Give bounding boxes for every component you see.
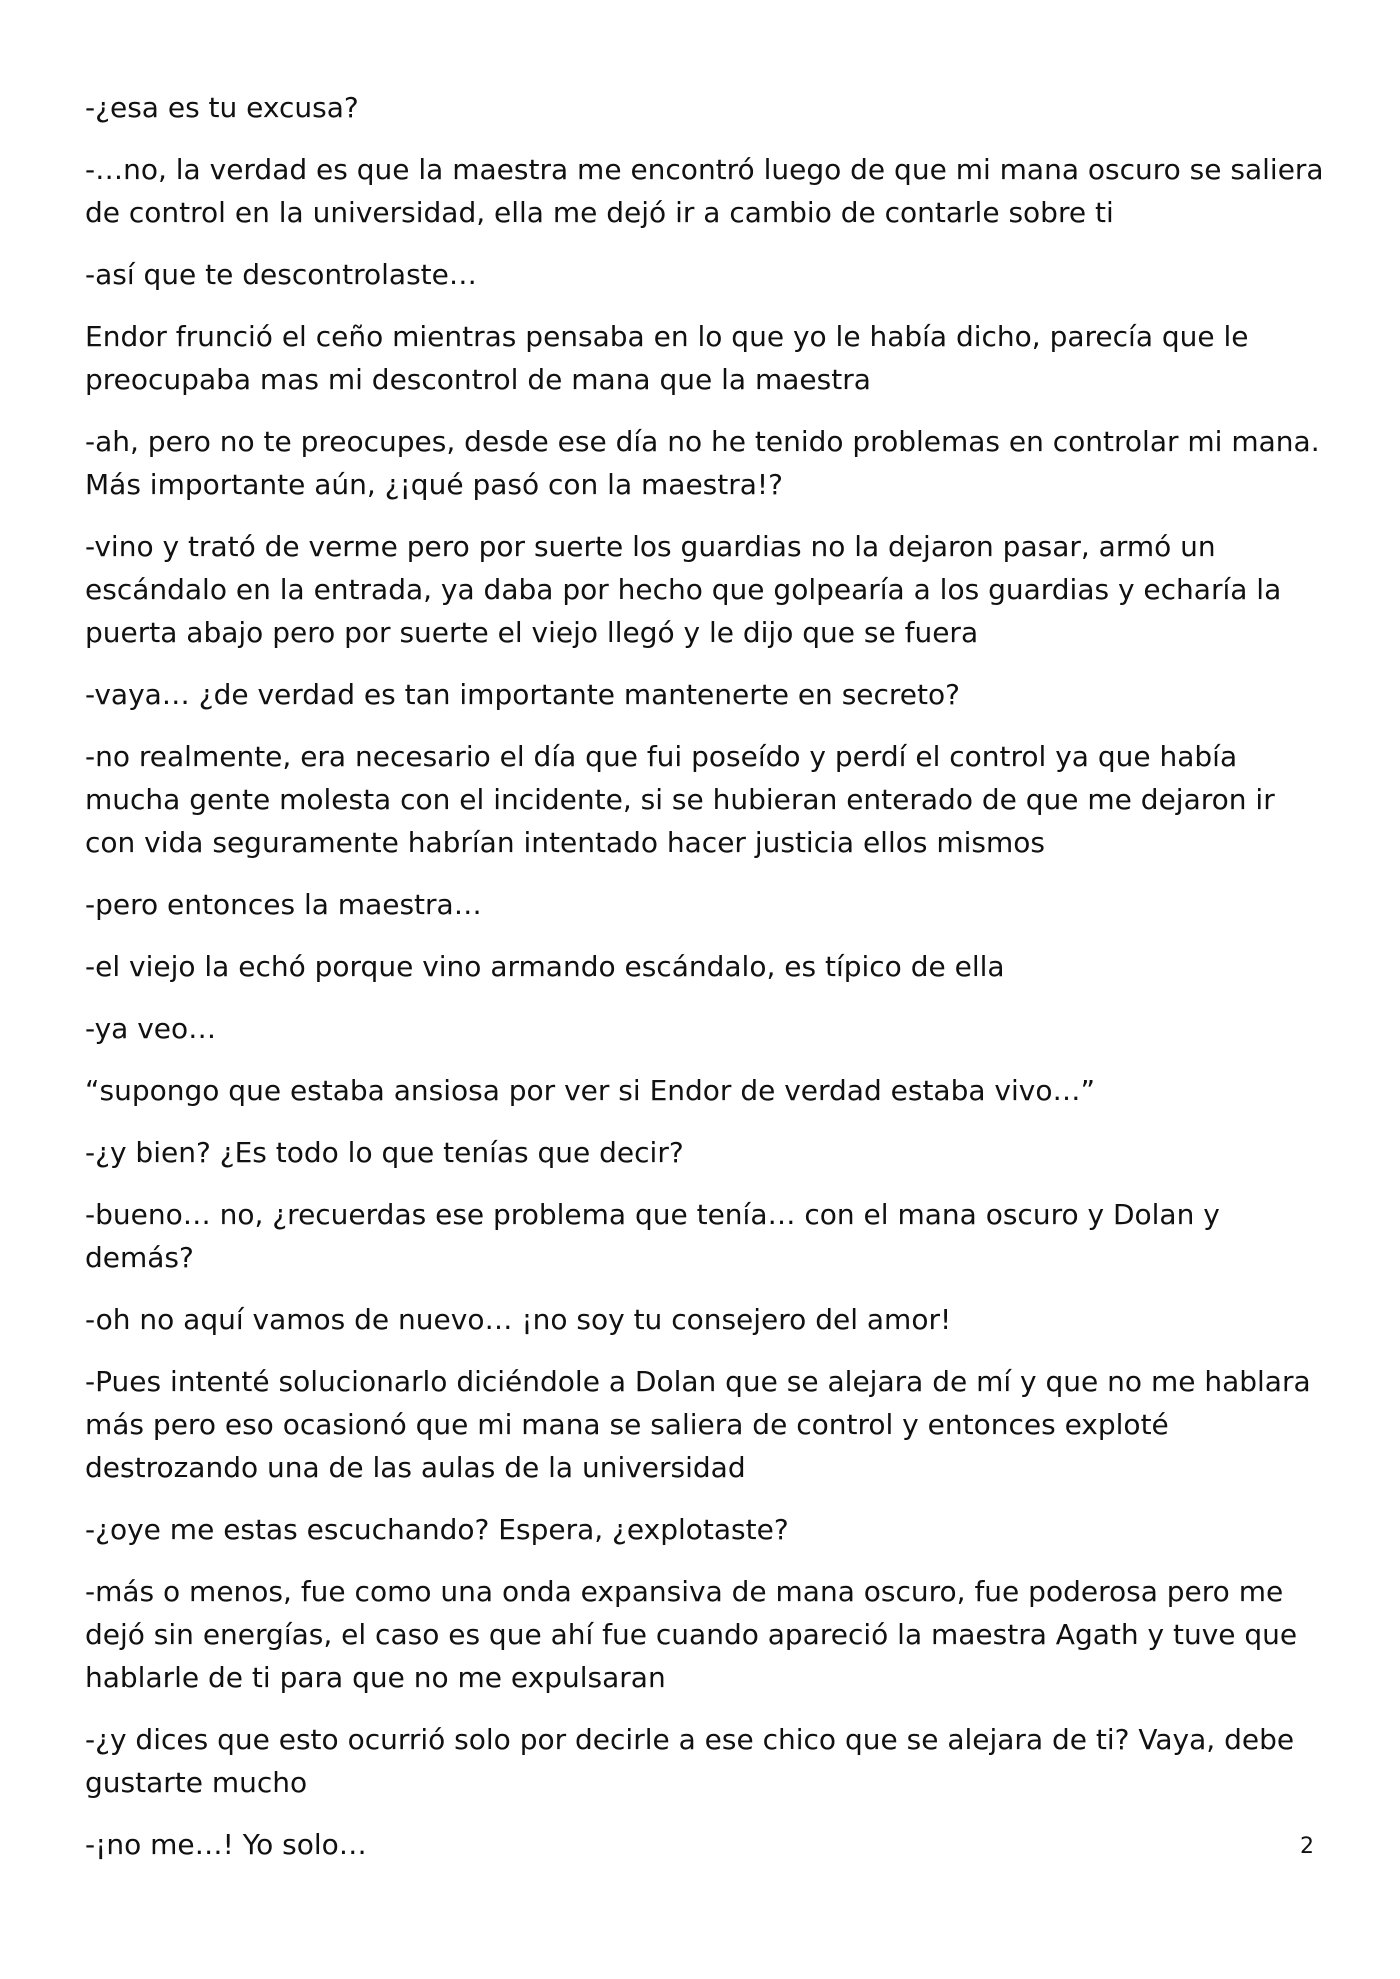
paragraph: -¿esa es tu excusa? (85, 91, 359, 124)
paragraph: -…no, la verdad es que la maestra me encontró luego de que mi mana oscuro se saliera de control en la universidad, ella me dejó ir a cambio de contarle sobre ti (85, 153, 1324, 229)
paragraph: -no realmente, era necesario el día que fui poseído y perdí el control ya que había mucha gente molesta con el incidente, si se hubieran enterado de que me dejaron ir con vida seguramente habrían intentado hacer justicia ellos mismos (85, 740, 1275, 859)
paragraph: -bueno… no, ¿recuerdas ese problema que tenía… con el mana oscuro y Dolan y demás? (85, 1198, 1220, 1274)
paragraph: -¿y bien? ¿Es todo lo que tenías que decir? (85, 1136, 684, 1169)
paragraph: -ya veo… (85, 1012, 217, 1045)
paragraph: -oh no aquí vamos de nuevo… ¡no soy tu consejero del amor! (85, 1303, 952, 1336)
paragraph: -vaya… ¿de verdad es tan importante mantenerte en secreto? (85, 678, 960, 711)
paragraph: -pero entonces la maestra… (85, 888, 482, 921)
page-content (85, 86, 1325, 1885)
paragraph: -¿oye me estas escuchando? Espera, ¿explotaste? (85, 1513, 789, 1546)
paragraph: -vino y trató de verme pero por suerte los guardias no la dejaron pasar, armó un escándalo en la entrada, ya daba por hecho que golpearía a los guardias y echaría la puerta abajo pero por suerte el viejo llegó y le dijo que se fuera (85, 530, 1282, 649)
paragraph: -¡no me…! Yo solo… (85, 1828, 367, 1861)
paragraph: -el viejo la echó porque vino armando escándalo, es típico de ella (85, 950, 1005, 983)
paragraph: “supongo que estaba ansiosa por ver si Endor de verdad estaba vivo…” (85, 1074, 1095, 1107)
paragraph: -ah, pero no te preocupes, desde ese día no he tenido problemas en controlar mi mana. Más importante aún, ¿¡qué pasó con la maestra!? (85, 425, 1320, 501)
paragraph: Endor frunció el ceño mientras pensaba en lo que yo le había dicho, parecía que le preocupaba mas mi descontrol de mana que la maestra (85, 320, 1249, 396)
page-number: 2 (1300, 1834, 1314, 1859)
paragraph: -¿y dices que esto ocurrió solo por decirle a ese chico que se alejara de ti? Vaya, debe gustarte mucho (85, 1723, 1295, 1799)
paragraph: -así que te descontrolaste… (85, 258, 477, 291)
paragraph: -Pues intenté solucionarlo diciéndole a Dolan que se alejara de mí y que no me hablara más pero eso ocasionó que mi mana se saliera de control y entonces exploté destrozando una de las aulas de la universidad (85, 1365, 1311, 1484)
paragraph: -más o menos, fue como una onda expansiva de mana oscuro, fue poderosa pero me dejó sin energías, el caso es que ahí fue cuando apareció la maestra Agath y tuve que hablarle de ti para que no me expulsaran (85, 1575, 1298, 1694)
